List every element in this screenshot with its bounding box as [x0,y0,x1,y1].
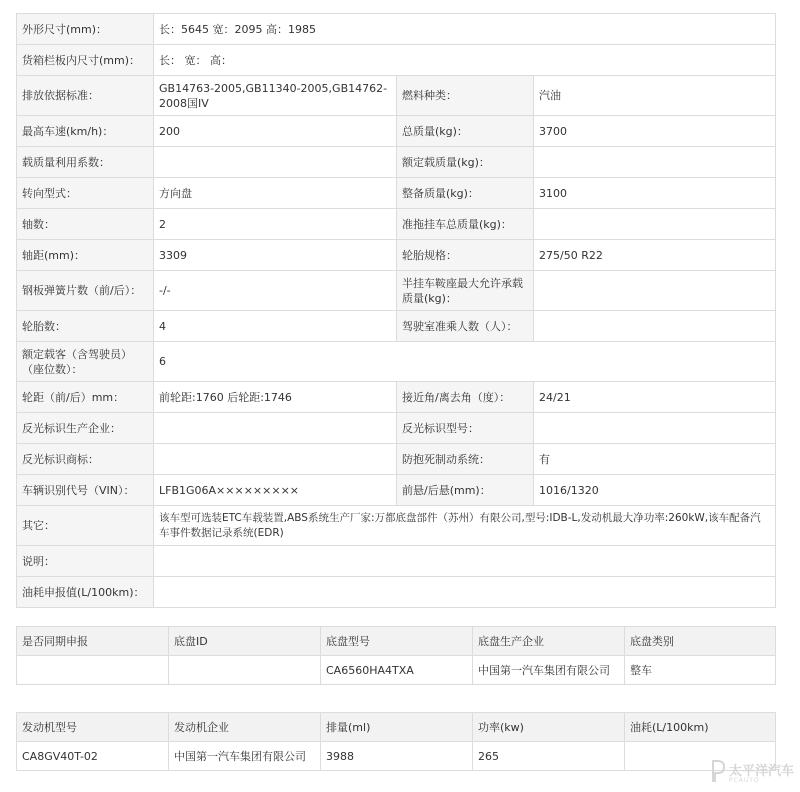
load-util-value [154,147,397,178]
trailer-mass-value [534,209,776,240]
abs-value: 有 [534,444,776,475]
cab-seats-label: 驾驶室准乘人数（人）： [397,311,534,342]
vin-value: LFB1G06A××××××××× [154,475,397,506]
tire-spec-label: 轮胎规格： [397,240,534,271]
engine-row [17,742,776,771]
curb-mass-value: 3100 [534,178,776,209]
axles-value: 2 [154,209,397,240]
chassis-header-cell: 是否同期申报 [17,627,169,656]
engine-header-row [17,713,776,742]
chassis-cell [17,656,169,685]
chassis-header-cell: 底盘ID [169,627,321,656]
tire-count-value: 4 [154,311,397,342]
chassis-cell: 中国第一汽车集团有限公司 [473,656,625,685]
engine-header-cell: 油耗(L/100km) [625,713,776,742]
watermark [711,758,799,790]
approach-angle-value: 24/21 [534,382,776,413]
engine-cell: 3988 [321,742,473,771]
track-value: 前轮距:1760 后轮距:1746 [154,382,397,413]
engine-cell: 265 [473,742,625,771]
track-label: 轮距（前/后）mm： [17,382,154,413]
curb-mass-label: 整备质量(kg)： [397,178,534,209]
vehicle-params-table [16,13,776,608]
leaf-spring-label: 钢板弹簧片数（前/后）： [17,271,154,311]
vin-label: 车辆识别代号（VIN）： [17,475,154,506]
fuel-report-label: 油耗申报值(L/100km)： [17,577,154,608]
overhang-value: 1016/1320 [534,475,776,506]
steering-value: 方向盘 [154,178,397,209]
chassis-table [16,626,776,685]
engine-header-cell: 发动机企业 [169,713,321,742]
chassis-cell: CA6560HA4TXA [321,656,473,685]
dims-value: 长：5645 宽：2095 高：1985 [154,14,776,45]
engine-cell: CA8GV40T-02 [17,742,169,771]
passengers-label: 额定载客（含驾驶员）（座位数）： [17,342,154,382]
steering-label: 转向型式： [17,178,154,209]
load-util-label: 载质量利用系数： [17,147,154,178]
saddle-load-label: 半挂车鞍座最大允许承载质量(kg)： [397,271,534,311]
axles-label: 轴数： [17,209,154,240]
gross-mass-label: 总质量(kg)： [397,116,534,147]
other-value: 该车型可选装ETC车载装置,ABS系统生产厂家:万都底盘部件（苏州）有限公司,型号:IDB-L,发动机最大净功率:260kW,该车配备汽车事件数据记录系统(EDR) [154,506,776,546]
gross-mass-value: 3700 [534,116,776,147]
reflector-model-label: 反光标识型号： [397,413,534,444]
watermark-title: 太平洋汽车 [729,764,795,779]
chassis-row [17,656,776,685]
reflector-brand-label: 反光标识商标： [17,444,154,475]
pcauto-logo-icon [711,759,725,783]
abs-label: 防抱死制动系统： [397,444,534,475]
dims-label: 外形尺寸(mm)： [17,14,154,45]
trailer-mass-label: 准拖挂车总质量(kg)： [397,209,534,240]
cab-seats-value [534,311,776,342]
engine-header-cell: 功率(kw) [473,713,625,742]
saddle-load-value [534,271,776,311]
engine-cell: 中国第一汽车集团有限公司 [169,742,321,771]
chassis-cell [169,656,321,685]
chassis-header-cell: 底盘生产企业 [473,627,625,656]
reflector-maker-label: 反光标识生产企业： [17,413,154,444]
emission-label: 排放依据标准： [17,76,154,116]
wheelbase-value: 3309 [154,240,397,271]
reflector-brand-value [154,444,397,475]
reflector-maker-value [154,413,397,444]
rated-load-value [534,147,776,178]
passengers-value: 6 [154,342,776,382]
notes-value [154,546,776,577]
tire-count-label: 轮胎数： [17,311,154,342]
fuel-report-value [154,577,776,608]
rated-load-label: 额定载质量(kg)： [397,147,534,178]
reflector-model-value [534,413,776,444]
other-label: 其它： [17,506,154,546]
chassis-header-row [17,627,776,656]
tire-spec-value: 275/50 R22 [534,240,776,271]
overhang-label: 前悬/后悬(mm)： [397,475,534,506]
approach-angle-label: 接近角/离去角（度）： [397,382,534,413]
wheelbase-label: 轴距(mm)： [17,240,154,271]
emission-value: GB14763-2005,GB11340-2005,GB14762-2008国IV [154,76,397,116]
watermark-subtitle: PCAUTO [729,777,760,784]
engine-header-cell: 排量(ml) [321,713,473,742]
engine-table [16,712,776,771]
max-speed-label: 最高车速(km/h)： [17,116,154,147]
cargo-size-value: 长： 宽： 高： [154,45,776,76]
chassis-cell: 整车 [625,656,776,685]
fuel-type-label: 燃料种类： [397,76,534,116]
fuel-type-value: 汽油 [534,76,776,116]
max-speed-value: 200 [154,116,397,147]
engine-header-cell: 发动机型号 [17,713,169,742]
notes-label: 说明： [17,546,154,577]
chassis-header-cell: 底盘型号 [321,627,473,656]
leaf-spring-value: -/- [154,271,397,311]
cargo-size-label: 货箱栏板内尺寸(mm)： [17,45,154,76]
chassis-header-cell: 底盘类别 [625,627,776,656]
